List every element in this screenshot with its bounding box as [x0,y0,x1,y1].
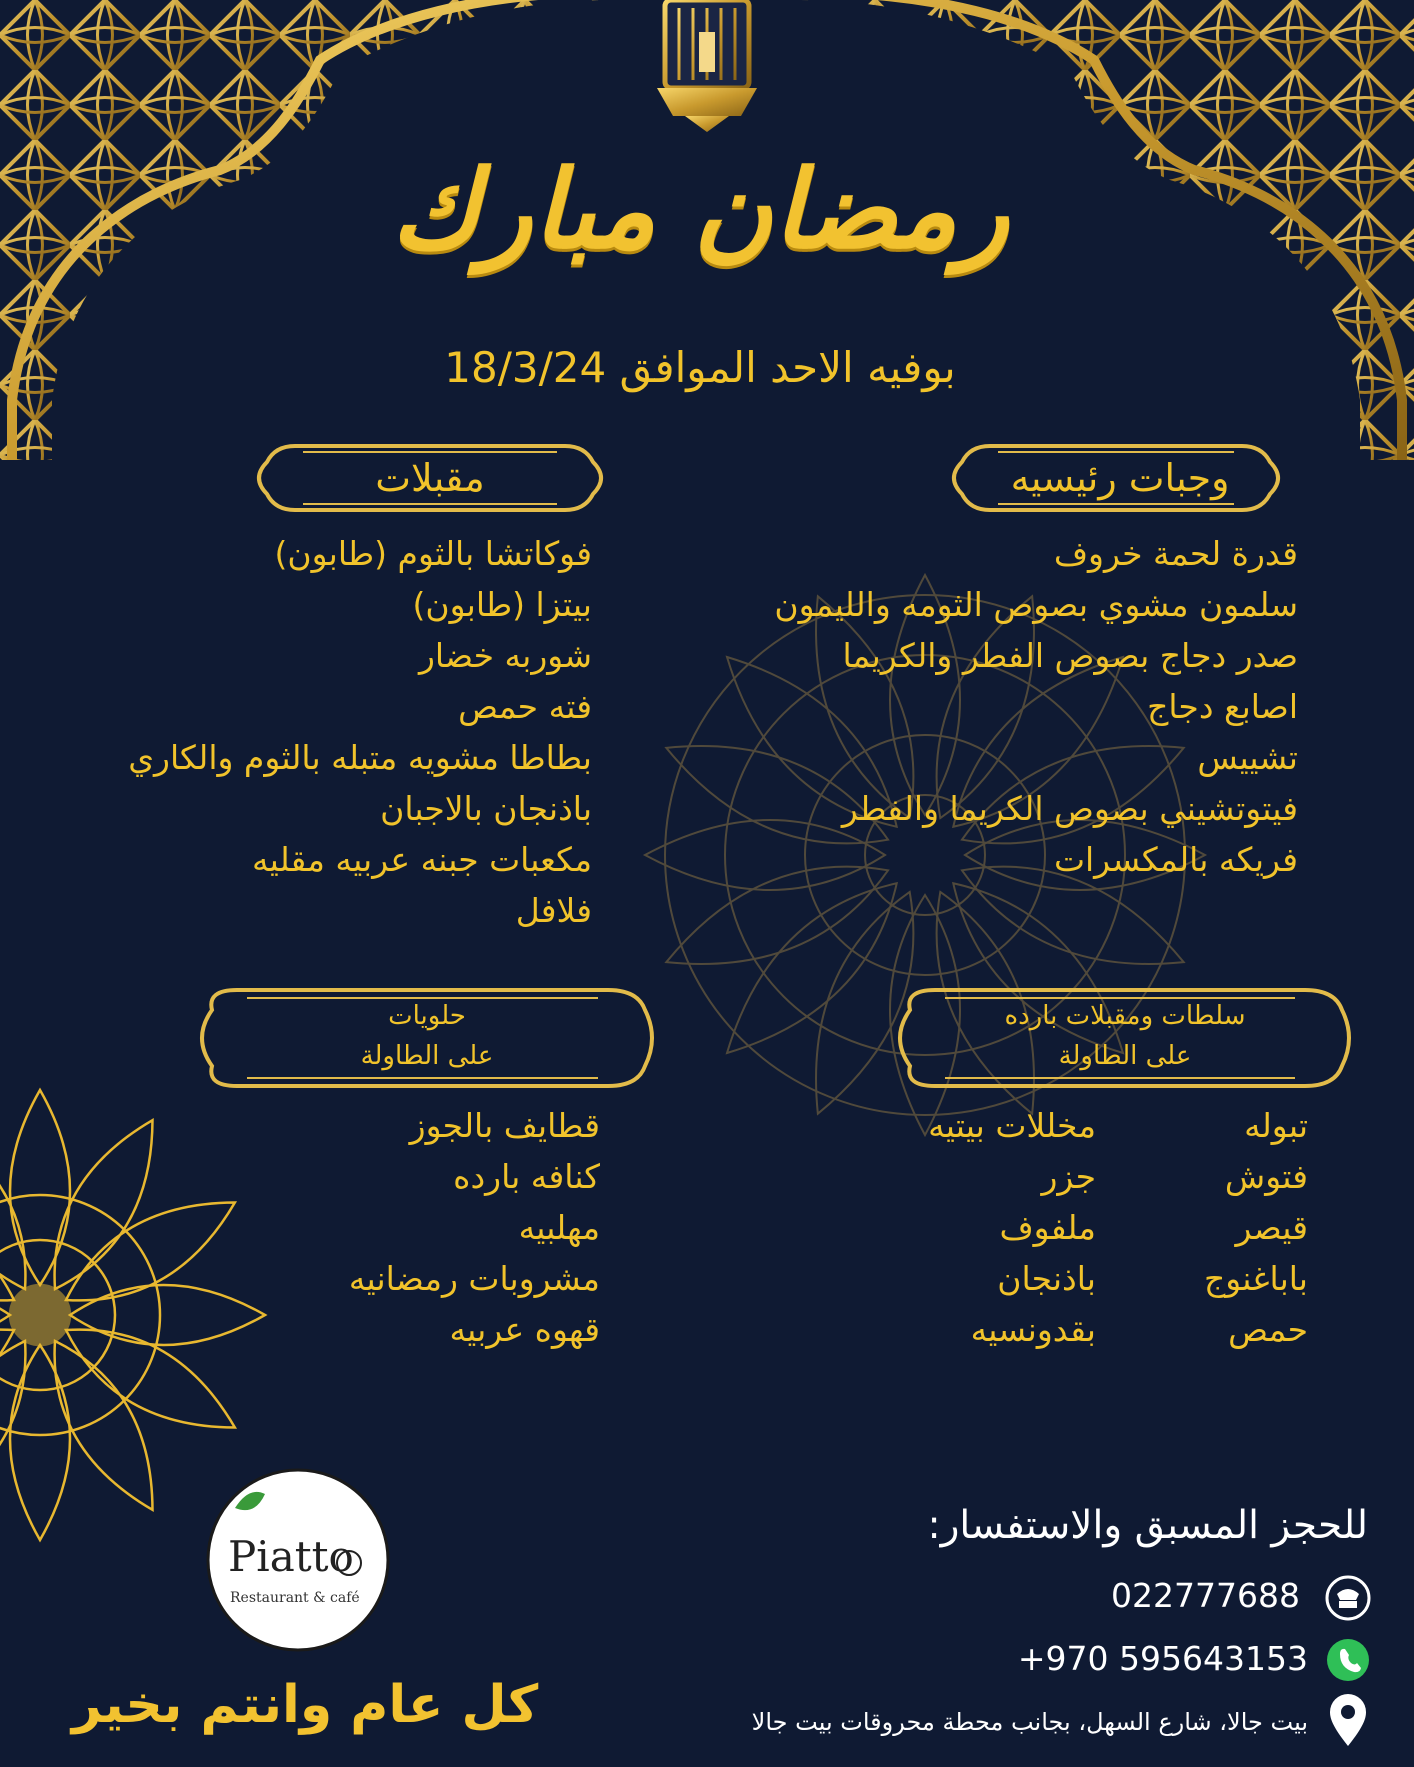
desserts-list [349,1100,600,1355]
salads-title [905,996,1345,1076]
list-item: فيتوتشيني بصوص الكريما والفطر [841,789,1298,828]
list-item: جزر [1041,1157,1096,1196]
list-item: شوربه خضار [418,636,592,675]
list-item: باذنجان [997,1259,1096,1298]
desserts-title [207,996,647,1076]
list-item: سلمون مشوي بصوص الثومه والليمون [774,585,1298,624]
list-item: بطاطا مشويه متبله بالثوم والكاري [128,738,592,777]
phone-icon [1327,1577,1369,1619]
list-item: كنافه بارده [453,1157,600,1196]
salads-title-line2: على الطاولة [1058,1041,1192,1071]
appetizers-title [262,452,598,504]
list-item: مخللات بيتيه [928,1106,1096,1145]
appetizers-title-text: مقبلات [375,456,485,500]
salads-title-line1: سلطات ومقبلات بارده [1004,1001,1246,1031]
appetizers-list [128,528,592,936]
address: بيت جالا، شارع السهل، بجانب محطة محروقات بيت جالا [751,1708,1308,1736]
buffet-date: بوفيه الاحد الموافق 18/3/24 [444,343,956,392]
location-pin-icon [1330,1694,1366,1746]
list-item: قيصر [1235,1208,1308,1247]
logo-subtitle: Restaurant & café [230,1590,360,1606]
list-item: حمص [1228,1310,1308,1349]
list-item: قدرة لحمة خروف [1053,534,1298,573]
list-item: فته حمص [458,687,592,726]
whatsapp-icon [1327,1639,1369,1681]
list-item: فريكه بالمكسرات [1053,840,1298,879]
logo-name: Piatto [228,1532,354,1581]
phone-number[interactable]: 022777688 [1111,1576,1300,1615]
list-item: بقدونسيه [970,1310,1096,1349]
list-item: تشييس [1197,738,1298,777]
main-dishes-title [960,452,1280,504]
list-item: قطايف بالجوز [409,1106,600,1145]
desserts-title-line1: حلويات [388,1001,466,1031]
list-item: فلافل [515,891,592,930]
list-item: مشروبات رمضانيه [348,1259,600,1298]
list-item: باباغنوج [1203,1259,1308,1298]
whatsapp-number[interactable]: +970 595643153 [1017,1639,1308,1678]
list-item: فتوش [1224,1157,1308,1196]
list-item: فوكاتشا بالثوم (طابون) [274,534,592,573]
list-item: تبوله [1244,1106,1308,1145]
list-item: صدر دجاج بصوص الفطر والكريما [842,636,1298,675]
list-item: مهلبيه [518,1208,600,1247]
list-item: بيتزا (طابون) [412,585,592,624]
list-item: قهوه عربيه [449,1310,600,1349]
list-item: اصابع دجاج [1147,687,1298,726]
main-dishes-title-text: وجبات رئيسيه [1010,456,1230,500]
booking-title: للحجز المسبق والاستفسار: [927,1503,1368,1548]
salads-list-a [1204,1100,1308,1355]
footer-greeting: كل عام وانتم بخير [71,1675,539,1735]
list-item: باذنجان بالاجبان [380,789,592,828]
desserts-title-line2: على الطاولة [360,1041,494,1071]
salads-list-b [928,1100,1096,1355]
ramadan-headline: رمضان مبارك [391,147,1009,273]
main-dishes-list [774,528,1298,885]
list-item: مكعبات جبنه عربيه مقليه [251,840,592,879]
lantern-icon [657,0,757,132]
list-item: ملفوف [999,1208,1096,1247]
